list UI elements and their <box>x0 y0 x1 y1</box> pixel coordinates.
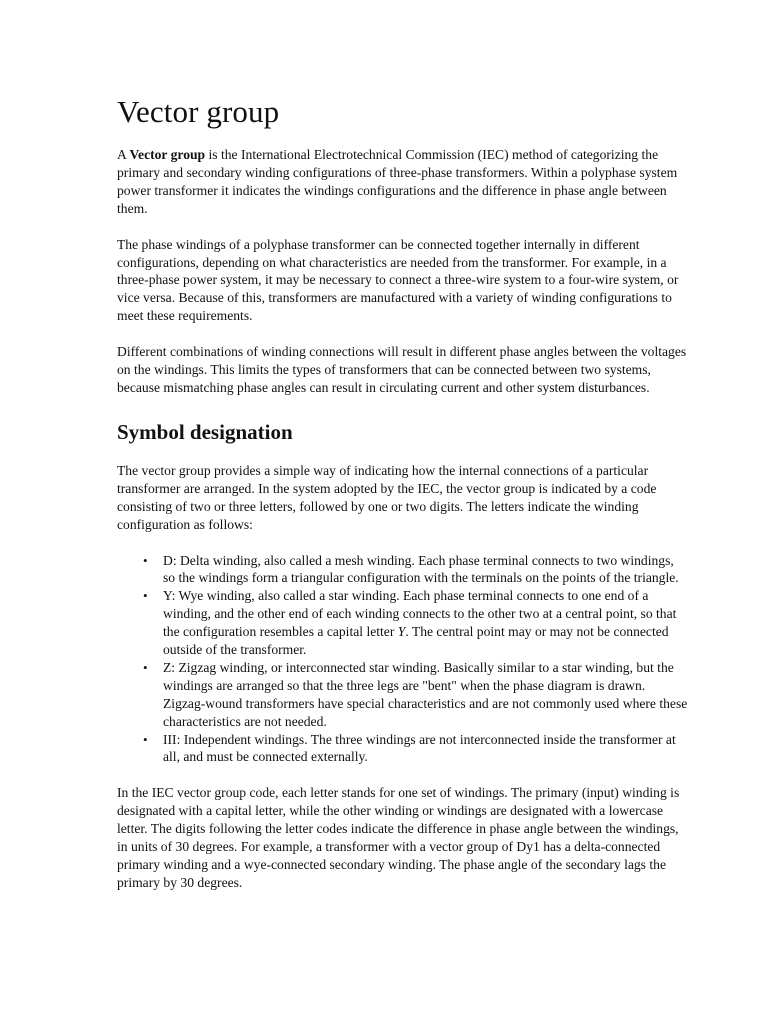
page-title: Vector group <box>117 94 280 129</box>
list-item-text-italic: Y <box>397 624 406 640</box>
intro-paragraph-3: Different combinations of winding connections will result in different phase angles between the voltages on the windings. This limits the types of transformers that can be connected between two systems, because mismatching phase angles can result in circulating current and other system disturbances. <box>117 344 687 395</box>
bullet-icon: • <box>143 588 148 604</box>
section-heading: Symbol designation <box>117 419 293 444</box>
bullet-icon: • <box>143 731 148 747</box>
list-item-text: D: Delta winding, also called a mesh winding. Each phase terminal connects to two windings, so the windings form a triangular configuration with the terminals on the points of the triangle. <box>163 552 679 586</box>
intro-p1-pre: A <box>117 147 130 162</box>
list-item-text-post: . The central point may or may not be connected outside of the transformer. <box>163 624 669 658</box>
list-item-text: Z: Zigzag winding, or interconnected star winding. Basically similar to a star winding, but the windings are arranged so that the three legs are "bent" when the phase diagram is drawn. Zigzag-wound transformers have special characteristics and are not commonly used where these characteristics are not needed. <box>163 659 688 729</box>
bullet-icon: • <box>143 552 148 568</box>
section-paragraph-1: The vector group provides a simple way of indicating how the internal connections of a particular transformer are arranged. In the system adopted by the IEC, the vector group is indicated by a code consisting of two or three letters, followed by one or two digits. The letters indicate the winding configuration as follows: <box>117 462 657 532</box>
list-item-zigzag <box>143 659 688 731</box>
section-paragraph-2: In the IEC vector group code, each letter stands for one set of windings. The primary (input) winding is designated with a capital letter, while the other winding or windings are designated with a lowercase letter. The digits following the letter codes indicate the difference in phase angle between the windings, in units of 30 degrees. For example, a transformer with a vector group of Dy1 has a delta-connected primary winding and a wye-connected secondary winding. The phase angle of the secondary lags the primary by 30 degrees. <box>117 785 680 890</box>
list-item-delta <box>143 552 688 588</box>
list-item-wye <box>143 587 688 659</box>
list-item-independent <box>143 731 688 767</box>
winding-list <box>117 552 688 767</box>
list-item-text-pre: Y: Wye winding, also called a star winding. Each phase terminal connects to one end of a winding, and the other end of each winding connects to the other two at a central point, so that the configuration resembles a capital letter <box>163 588 677 640</box>
intro-p1-post: is the International Electrotechnical Commission (IEC) method of categorizing the primary and secondary winding configurations of three-phase transformers. Within a polyphase system power transformer it indicates the windings configurations and the difference in phase angle between them. <box>117 147 678 216</box>
intro-paragraph-2: The phase windings of a polyphase transformer can be connected together internally in different configurations, depending on what characteristics are needed from the transformer. For example, in a three-phase power system, it may be necessary to connect a three-wire system to a four-wire system, or vice versa. Because of this, transformers are manufactured with a variety of winding configurations to meet these requirements. <box>117 236 679 324</box>
intro-p1-bold-term: Vector group <box>129 147 206 162</box>
list-item-text: III: Independent windings. The three windings are not interconnected inside the transformer at all, and must be connected externally. <box>163 731 676 765</box>
intro-paragraph-1 <box>117 146 688 218</box>
bullet-icon: • <box>143 659 148 675</box>
